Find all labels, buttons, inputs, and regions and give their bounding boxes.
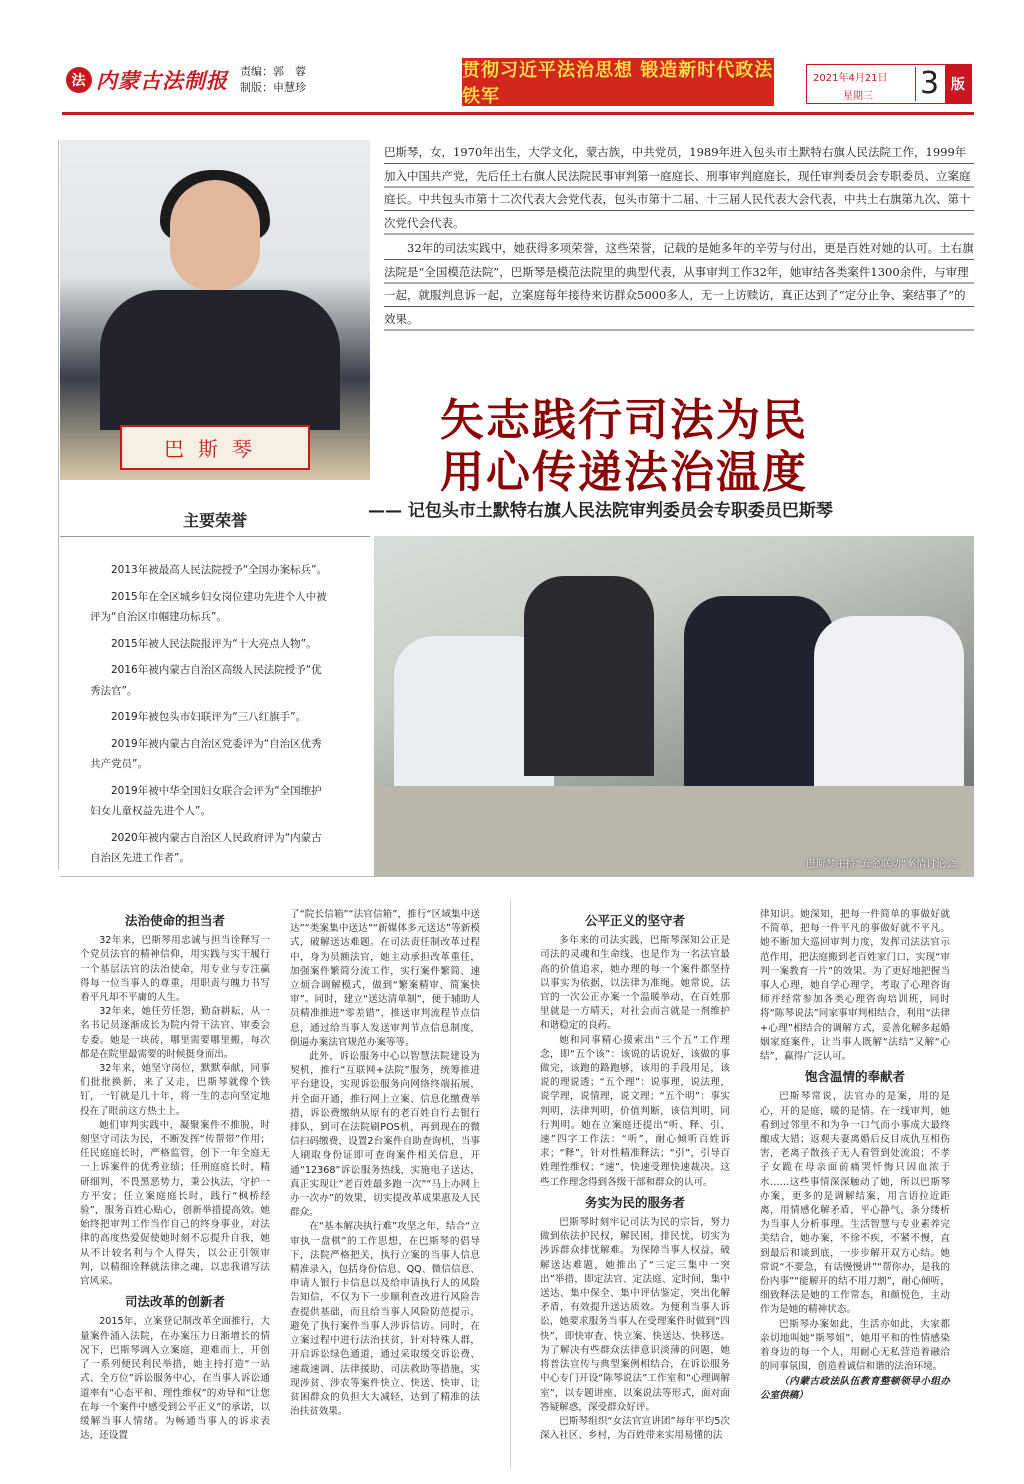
paragraph: 巴斯琴组织“女法官宣讲团”每年平均5次深入社区、乡村，为百姓带来实用易懂的法 [540, 1415, 730, 1442]
photo-caption: 巴斯琴主持“五金联动”案情讨论会。 [805, 859, 966, 870]
article-column-1 [80, 908, 270, 1443]
section-rule [60, 876, 974, 877]
paragraph: 多年来的司法实践，巴斯琴深知公正是司法的灵魂和生命线，也是作为一名法官最高的价值追求，她办理的每一个案件都坚持以事实为依据，以法律为准绳。她常说，法官的一次公正办案一个温暖举动，在百姓那里就是一方晴天，对社会而言就是一剂维护和谐稳定的良药。 [540, 935, 730, 1032]
byline: （内蒙古政法队伍教育整顿领导小组办公室供稿） [760, 1375, 950, 1401]
honor-item: 2015年被人民法院报评为“十大亮点人物”。 [111, 637, 317, 650]
paragraph: 了“院长信箱”“法官信箱”，推行“区域集中送达”“类案集中送达”“新媒体多元送达”等新模式，破解送达难题。在司法责任制改革过程中，身为员额法官，她主动承担改革重任，加强案件繁简分流工作，实行案件繁简、速立烦合调解模式，做到“繁案精审、简案快审”。同时，建立“送达清单制”，便于辅助人员精准推进“零差错”，推送审判流程节点信息，通过给当事人发送审判节点信息制度，倒逼办案法官规范办案等等。 [290, 909, 480, 1048]
article-column-3 [540, 908, 730, 1443]
section-heading: 司法改革的创新者 [124, 1294, 225, 1310]
editor-line: 责编：郭 蓉 [240, 65, 306, 78]
headline-subtitle: —— 记包头市土默特右旗人民法院审判委员会专职委员巴斯琴 [368, 501, 833, 521]
honor-item: 2016年被内蒙古自治区高级人民法院授予“优秀法官”。 [90, 664, 322, 697]
issue-date: 2021年4月21日 [813, 73, 888, 84]
editors-credits [240, 64, 306, 96]
bio-paragraph-2: 32年的司法实践中，她获得多项荣誉，这些荣誉，记载的是她多年的辛劳与付出，更是百姓对她的认可。土右旗法院是“全国模范法院”，巴斯琴是模范法院里的典型代表，从事审判工作32年，她审结各类案件1300余件，与审理一起，就服判息诉一起，立案庭每年接待来访群众5000多人，无一上访赎访，真正达到了“定分止争、案结事了”的效果。 [384, 237, 974, 331]
paragraph: 32年来，巴斯琴用忠诚与担当诠释写一个党员法官的精神信仰，用实践与实干履行一个基层法官的法治使命，用专业与专注赢得每一位当事人的尊重，用职责与魄力书写着平凡却不平庸的人生。 [80, 935, 270, 1004]
layout-line: 制版：申慧珍 [240, 81, 306, 94]
honors-heading: 主要荣誉 [182, 511, 247, 530]
portrait-body [100, 290, 340, 430]
paragraph: 律知识。她深知，把每一件简单的事做好就不简单，把每一件平凡的事做好就不平凡。她不断加大巡回审判力度，发挥司法法官示范作用，把法庭搬到老百姓家门口，实现“审判一案教育一片”的效果。为了更好地把握当事人心理，她自学心理学，考取了心理咨询师并经常参加各类心理咨询培训班，同时将“陈琴说法”同家事审判相结合，利用“法律+心理”相结合的调解方式，妥善化解多起婚姻家庭案件，让当事人既解“法结”又解“心结”，赢得广泛认可。 [760, 909, 950, 1063]
paragraph: 她和同事精心摸索出“三个五”工作理念，即“五个该”：该说的话说好，该做的事做完，该跑的路跑够，该用的手段用足，该说的理说透；“五个理”：说事理，说法理，说学理，说情理，说文理；“五个明”：事实判明，法律判明，价值判断，该信判明，同行判明。她在立案庭还提出“听、释、引、速”四字工作法：“听”，耐心倾听百姓诉求；“释”，针对性精准释法；“引”，引导百姓理性维权；“速”，快速受理快速裁决。这些工作理念得到各级干部和群众的认可。 [540, 1034, 730, 1188]
edition-label: 版 [945, 65, 971, 103]
paragraph: 她们审判实践中，凝聚案件不推脱，时刻坚守司法为民，不断发挥“传帮带”作用；任民庭庭长时，严格监管，创下一年全庭无一上诉案件的优秀业绩；任刑庭庭长时，精研细判，不畏黑恶势力，秉公执法，守护一方平安；任立案庭庭长时，践行“枫桥经验”，服务百姓心贴心，创新举措提高效。她始终把审判工作当作自己的终身事业，对法律的高度热爱促使她时刻不忘提升自我，她从不计较名利与个人得失，以公正引领审判，以精细诠释就法律之魂，以忠我谱写法官风采。 [80, 1119, 270, 1288]
date-box [806, 64, 972, 104]
section-heading: 法治使命的担当者 [124, 913, 225, 928]
portrait-face [170, 180, 260, 290]
honor-item: 2020年被内蒙古自治区人民政府评为“内蒙古自治区先进工作者”。 [90, 831, 322, 864]
portrait-photo [60, 140, 370, 480]
person-figure [524, 576, 654, 776]
column-rule [510, 900, 511, 1468]
masthead-rule [62, 112, 974, 115]
article-column-4 [760, 908, 950, 1403]
honors-list [90, 560, 332, 875]
section-heading: 饱含温情的奉献者 [804, 1069, 905, 1085]
paragraph: 在“基本解决执行难”攻坚之年，结合“立审执一盘棋”的工作思想，在巴斯琴的倡导下，法院严格把关，执行立案的当事人信息精准录入，包括身份信息、QQ、微信信息、申请人银行卡信息以及给申请执行人的风险告知信，不仅为下一步顺利查改进行风险告查提供基础，而且给当事人风险防范提示，避免了执行案件当事人涉诉信访。同时，在立案过程中进行法治扶贫，针对特殊人群，开启诉讼绿色通道，通过采取缓交诉讼费、速裁速调、法律援助、司法救助等措施，实现涉贫、涉农等案件快立、快送、快审、让贫困群众的负担大大减轻，达到了精准的法治扶贫效果。 [290, 1221, 480, 1418]
newspaper-logo-mark-icon: 法 [66, 67, 92, 93]
paragraph: 2015年，立案登记制改革全面推行，大量案件涌入法院，在办案压力日渐增长的情况下，巴斯琴调入立案庭，迎难而上，开创了一系列便民利民举措，她主持打造“一站式、全方位”诉讼服务中心，在当事人诉讼通道率有“心态平和、理性维权”的劝导和“让您在每一个案件中感受到公平正义”的承诺，以缓解当事人情绪。为畅通当事人的诉求表达，还设置 [80, 1316, 270, 1442]
newspaper-logo [66, 64, 228, 96]
person-figure [684, 596, 834, 796]
honor-item: 2015年在全区城乡妇女岗位建功先进个人中被评为“自治区巾帼建功标兵”。 [90, 590, 327, 623]
honor-item: 2013年被最高人民法院授予“全国办案标兵”。 [111, 564, 328, 576]
paragraph: 此外，诉讼服务中心以智慧法院建设为契机，推行“互联网+法院”服务，统筹推进平台建设，实现诉讼服务向网络终端拓展，并全面开通，推行网上立案、信息化缴费举措，诉讼费缴纳从原有的老百姓自行去银行排队，到可在法院刷POS机，再到现在的微信扫码缴费，设置2台案件自助查询机，当事人刷取身份证即可查询案件相关信息，开通“12368”诉讼服务热线，实施电子送达，真正实现让“老百姓最多跑一次”“马上办网上办一次办”的效果，切实提改革成果惠及人民群众。 [290, 1051, 480, 1219]
bio-paragraph-1: 巴斯琴，女，1970年出生，大学文化，蒙古族，中共党员，1989年进入包头市土默特右旗人民法院工作，1999年加入中国共产党，先后任土右旗人民法院民事审判第一庭庭长、刑事审判庭庭长，现任审判委员会专职委员、立案庭庭长。中共包头市第十二次代表大会党代表，包头市第十二届、十三届人民代表大会代表，中共土右旗第九次、第十次党代会代表。 [384, 141, 974, 235]
headline-line-1: 矢志践行司法为民 [440, 395, 808, 446]
issue-weekday: 星期三 [843, 91, 873, 102]
article-column-2 [290, 908, 480, 1419]
honor-item: 2019年被包头市妇联评为“三八红旗手”。 [111, 711, 307, 723]
left-rule [58, 140, 59, 870]
bio-block [384, 141, 974, 331]
logo-text: 内蒙古法制报 [96, 68, 228, 93]
slogan-banner: 贯彻习近平法治思想 锻造新时代政法铁军 [462, 60, 774, 107]
paragraph: 32年来，她坚守岗位，默默奉献，同事们批批换新，来了又走，巴斯琴就像个铁钉，一钉就是几十年，将一生的志向坚定地投在了眼前这方热土上。 [80, 1063, 270, 1117]
section-heading: 务实为民的服务者 [584, 1194, 685, 1210]
headline-line-2: 用心传递法治温度 [440, 447, 808, 498]
paragraph: 巴斯琴时刻牢记司法为民的宗旨，努力做到依法护民权，解民困，排民忧，切实为涉诉群众排忧解难。为保障当事人权益，破解送达难题，她推出了“三定三集中一突出”举措，即定法官、定法庭、定时间，集中送达、集中保全、集中评估鉴定，突出化解矛盾，有效提升送达质效。为便利当事人诉讼，她要求服务当事人在受理案件时做到“四快”，即快审查、快立案、快送达、快移送。为了解决有些群众法律意识淡薄的问题，她将普法宣传与典型案例相结合，在诉讼服务中心专门开设“陈琴说法”工作室和“心理调解室”，以专题讲座、以案说法等形式，面对面答疑解惑，深受群众好评。 [540, 1217, 730, 1413]
paragraph: 32年来，她任劳任怨，勤奋耕耘，从一名书记员逐渐成长为院内骨干法官、审委会专委。她是一块砖，哪里需要哪里搬，每次都是在院里最需要的时候挺身而出。 [80, 1006, 270, 1060]
paragraph: 巴斯琴办案如此，生活亦如此，大家都亲切地叫她“斯琴姐”，她用平和的性情感染着身边的每一个人，用耐心无私营造着融洽的同事氛围，创造着诚信和谐的法治环境。 [760, 1318, 950, 1373]
honors-rule [60, 536, 370, 537]
page-number: 3 [915, 67, 941, 101]
section-heading: 公平正义的坚守者 [584, 913, 685, 928]
honor-item: 2019年被内蒙古自治区党委评为“自治区优秀共产党员”。 [90, 737, 322, 770]
meeting-photo [374, 536, 974, 876]
honor-item: 2019年被中华全国妇女联合会评为“全国维护妇女儿童权益先进个人”。 [90, 784, 322, 817]
paragraph: 巴斯琴常说，法官办的是案，用的是心，开的是庭，暖的是情。在一线审判，她看到过邻里不和为争一口气而小事成大最终酿成大错；返观夫妻离婚后反目成仇互相伤害，老离子散孩子无人看管到处流浪；不孝子女跪在母亲面前痛哭忏悔只因血浓于水……这些事情深深触动了她，所以巴斯琴办案，更多的是调解结案，用言语拉近距离，用情感化解矛盾，平心静气，条分缕析为当事人分析事理。生活智慧与专业素养完美结合，她办案，不徐不疾，不紧不慢，直到最后和谈到底，一步步解开双方心结。她常说“不要急，有话慢慢讲”“帮你办，是我的份内事”“能解开的结不用刀割”，耐心倾听，细致释法是她的工作常态，和颜悦色，主动作为是她的精神状态。 [760, 1091, 950, 1316]
nameplate: 巴斯琴 [120, 425, 310, 470]
